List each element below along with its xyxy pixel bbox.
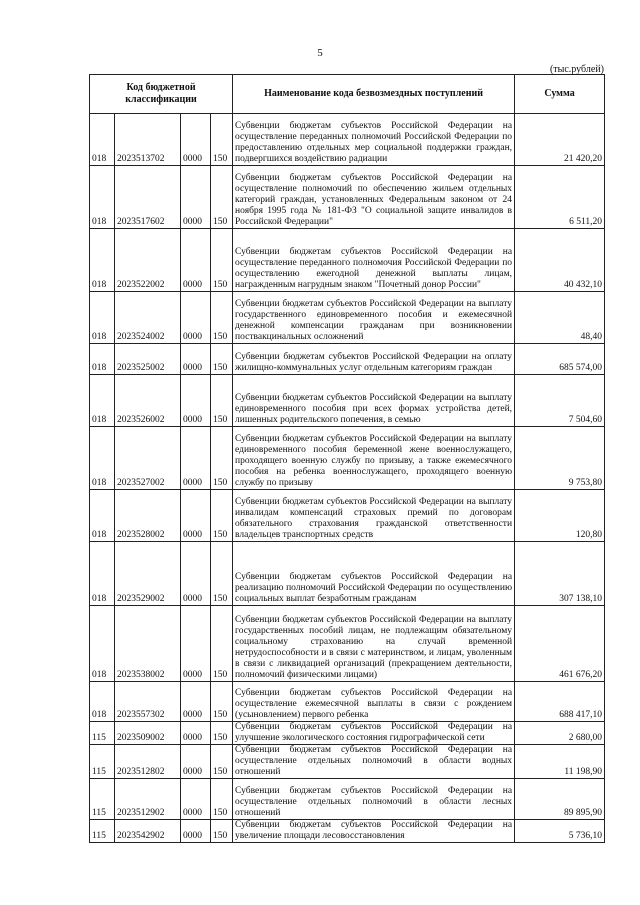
admin-code: 018 bbox=[90, 427, 115, 490]
kind-code: 150 bbox=[211, 745, 233, 779]
revenue-name: Субвенции бюджетам субъектов Российской Федерации на оплату жилищно-коммунальных услуг отдельным категориям граждан bbox=[233, 344, 515, 375]
revenue-name: Субвенции бюджетам субъектов Российской Федерации на осуществление отдельных полномочий в области лесных отношений bbox=[233, 779, 515, 820]
amount: 40 432,10 bbox=[515, 229, 605, 292]
program-code: 0000 bbox=[181, 375, 211, 427]
amount: 307 138,10 bbox=[515, 542, 605, 606]
table-row bbox=[90, 820, 605, 843]
revenue-name: Субвенции бюджетам субъектов Российской Федерации на выплату единовременного пособия при всех формах устройства детей, лишенных родительского попечения, в семью bbox=[233, 375, 515, 427]
table-row bbox=[90, 745, 605, 779]
kind-code: 150 bbox=[211, 292, 233, 344]
budget-code: 2023527002 bbox=[115, 427, 181, 490]
admin-code: 018 bbox=[90, 375, 115, 427]
header-sum: Сумма bbox=[515, 75, 605, 114]
kind-code: 150 bbox=[211, 490, 233, 542]
admin-code: 018 bbox=[90, 229, 115, 292]
admin-code: 018 bbox=[90, 292, 115, 344]
admin-code: 115 bbox=[90, 779, 115, 820]
budget-code: 2023522002 bbox=[115, 229, 181, 292]
admin-code: 115 bbox=[90, 722, 115, 745]
budget-code: 2023512802 bbox=[115, 745, 181, 779]
table-row bbox=[90, 166, 605, 229]
admin-code: 018 bbox=[90, 542, 115, 606]
kind-code: 150 bbox=[211, 344, 233, 375]
table-row bbox=[90, 606, 605, 682]
admin-code: 018 bbox=[90, 606, 115, 682]
header-name: Наименование кода безвозмездных поступлений bbox=[233, 75, 515, 114]
budget-code: 2023529002 bbox=[115, 542, 181, 606]
budget-code: 2023513702 bbox=[115, 114, 181, 166]
table-row bbox=[90, 344, 605, 375]
budget-code: 2023512902 bbox=[115, 779, 181, 820]
kind-code: 150 bbox=[211, 427, 233, 490]
revenue-name: Субвенции бюджетам субъектов Российской Федерации на увеличение площади лесовосстановления bbox=[233, 820, 515, 843]
budget-code: 2023524002 bbox=[115, 292, 181, 344]
revenue-name: Субвенции бюджетам субъектов Российской Федерации на осуществление отдельных полномочий в области водных отношений bbox=[233, 745, 515, 779]
amount: 21 420,20 bbox=[515, 114, 605, 166]
revenue-name: Субвенции бюджетам субъектов Российской Федерации на выплату единовременного пособия беременной жене военнослужащего, проходящего военную службу по призыву, а также ежемесячного пособия на ребенка военнослужащего, проходящего военную службу по призыву bbox=[233, 427, 515, 490]
amount: 688 417,10 bbox=[515, 682, 605, 722]
program-code: 0000 bbox=[181, 542, 211, 606]
kind-code: 150 bbox=[211, 229, 233, 292]
amount: 11 198,90 bbox=[515, 745, 605, 779]
amount: 2 680,00 bbox=[515, 722, 605, 745]
kind-code: 150 bbox=[211, 114, 233, 166]
program-code: 0000 bbox=[181, 292, 211, 344]
program-code: 0000 bbox=[181, 722, 211, 745]
revenue-name: Субвенции бюджетам субъектов Российской Федерации на улучшение экологического состояния гидрографической сети bbox=[233, 722, 515, 745]
table-row bbox=[90, 114, 605, 166]
budget-code: 2023528002 bbox=[115, 490, 181, 542]
amount: 685 574,00 bbox=[515, 344, 605, 375]
program-code: 0000 bbox=[181, 682, 211, 722]
table-row bbox=[90, 722, 605, 745]
revenue-name: Субвенции бюджетам субъектов Российской Федерации на выплату инвалидам компенсаций страховых премий по договорам обязательного страхования гражданской ответственности владельцев транспортных средств bbox=[233, 490, 515, 542]
units-label: (тыс.рублей) bbox=[549, 64, 604, 75]
table-row bbox=[90, 682, 605, 722]
admin-code: 018 bbox=[90, 490, 115, 542]
table-header-row bbox=[90, 75, 605, 114]
budget-code: 2023557302 bbox=[115, 682, 181, 722]
program-code: 0000 bbox=[181, 779, 211, 820]
budget-code: 2023526002 bbox=[115, 375, 181, 427]
table-row bbox=[90, 229, 605, 292]
revenue-name: Субвенции бюджетам субъектов Российской Федерации на осуществление переданных полномочий Российской Федерации по предоставлению отдельных мер социальной поддержки граждан, подвергшихся воздействию радиации bbox=[233, 114, 515, 166]
budget-code: 2023525002 bbox=[115, 344, 181, 375]
amount: 120,80 bbox=[515, 490, 605, 542]
table-row bbox=[90, 490, 605, 542]
program-code: 0000 bbox=[181, 427, 211, 490]
kind-code: 150 bbox=[211, 542, 233, 606]
table-row bbox=[90, 427, 605, 490]
budget-code: 2023538002 bbox=[115, 606, 181, 682]
program-code: 0000 bbox=[181, 745, 211, 779]
revenue-name: Субвенции бюджетам субъектов Российской Федерации на реализацию полномочий Российской Федерации по осуществлению социальных выплат безработным гражданам bbox=[233, 542, 515, 606]
amount: 48,40 bbox=[515, 292, 605, 344]
budget-code: 2023509002 bbox=[115, 722, 181, 745]
program-code: 0000 bbox=[181, 344, 211, 375]
budget-code: 2023517602 bbox=[115, 166, 181, 229]
budget-table bbox=[89, 74, 605, 843]
admin-code: 115 bbox=[90, 745, 115, 779]
program-code: 0000 bbox=[181, 114, 211, 166]
amount: 89 895,90 bbox=[515, 779, 605, 820]
admin-code: 018 bbox=[90, 682, 115, 722]
kind-code: 150 bbox=[211, 375, 233, 427]
table-row bbox=[90, 542, 605, 606]
revenue-name: Субвенции бюджетам субъектов Российской Федерации на осуществление ежемесячной выплаты в связи с рождением (усыновлением) первого ребенка bbox=[233, 682, 515, 722]
revenue-name: Субвенции бюджетам субъектов Российской Федерации на выплату государственных пособий лицам, не подлежащим обязательному социальному страхованию на случай временной нетрудоспособности и в связи с материнством, и лицам, уволенным в связи с ликвидацией организаций (прекращением деятельности, полномочий физическими лицами) bbox=[233, 606, 515, 682]
kind-code: 150 bbox=[211, 779, 233, 820]
table-row bbox=[90, 779, 605, 820]
table-row bbox=[90, 375, 605, 427]
admin-code: 018 bbox=[90, 344, 115, 375]
amount: 5 736,10 bbox=[515, 820, 605, 843]
table-row bbox=[90, 292, 605, 344]
admin-code: 018 bbox=[90, 114, 115, 166]
program-code: 0000 bbox=[181, 229, 211, 292]
program-code: 0000 bbox=[181, 490, 211, 542]
program-code: 0000 bbox=[181, 820, 211, 843]
kind-code: 150 bbox=[211, 166, 233, 229]
admin-code: 115 bbox=[90, 820, 115, 843]
program-code: 0000 bbox=[181, 166, 211, 229]
amount: 9 753,80 bbox=[515, 427, 605, 490]
revenue-name: Субвенции бюджетам субъектов Российской Федерации на осуществление полномочий по обеспечению жильем отдельных категорий граждан, установленных Федеральным законом от 24 ноября 1995 года № 181-ФЗ "О социальной защите инвалидов в Российской Федерации" bbox=[233, 166, 515, 229]
page-number: 5 bbox=[317, 47, 323, 59]
budget-code: 2023542902 bbox=[115, 820, 181, 843]
amount: 7 504,60 bbox=[515, 375, 605, 427]
kind-code: 150 bbox=[211, 722, 233, 745]
kind-code: 150 bbox=[211, 682, 233, 722]
amount: 6 511,20 bbox=[515, 166, 605, 229]
revenue-name: Субвенции бюджетам субъектов Российской Федерации на осуществление переданного полномочия Российской Федерации по осуществлению ежегодной денежной выплаты лицам, награжденным нагрудным знаком "Почетный донор России" bbox=[233, 229, 515, 292]
header-code: Код бюджетной классификации bbox=[90, 75, 233, 114]
amount: 461 676,20 bbox=[515, 606, 605, 682]
kind-code: 150 bbox=[211, 820, 233, 843]
kind-code: 150 bbox=[211, 606, 233, 682]
admin-code: 018 bbox=[90, 166, 115, 229]
revenue-name: Субвенции бюджетам субъектов Российской Федерации на выплату государственного единовременного пособия и ежемесячной денежной компенсации гражданам при возникновении поствакцинальных осложнений bbox=[233, 292, 515, 344]
program-code: 0000 bbox=[181, 606, 211, 682]
